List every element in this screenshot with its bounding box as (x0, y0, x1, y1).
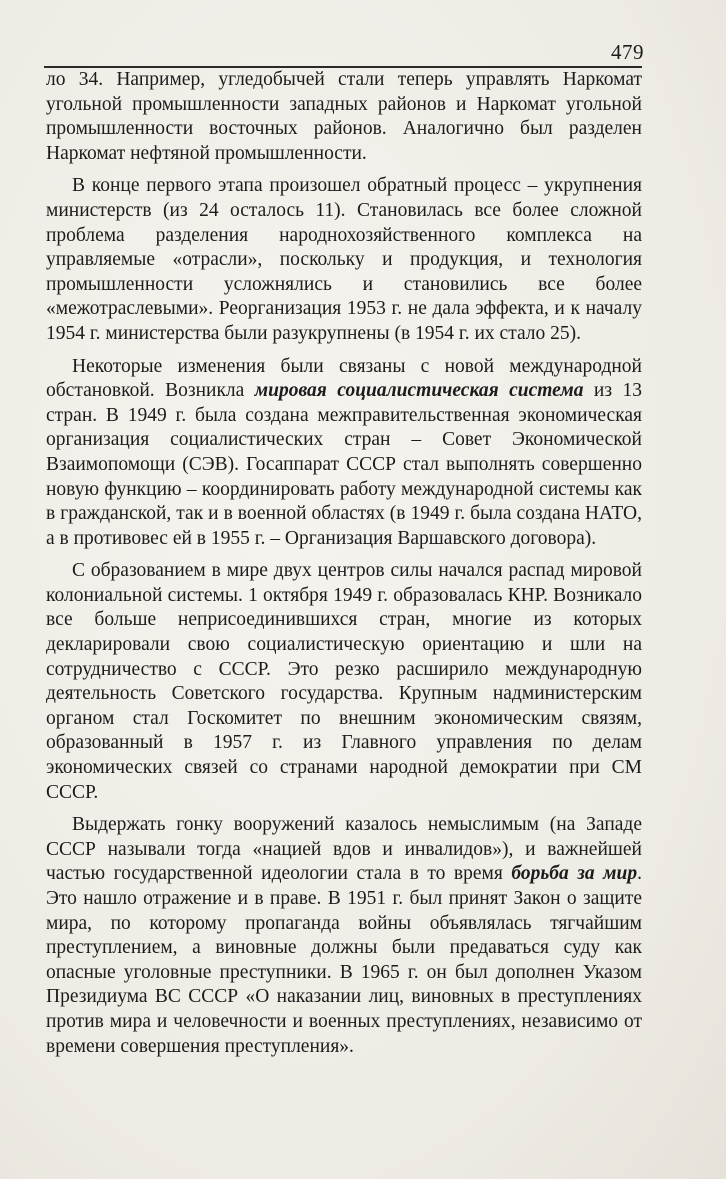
paragraph-text: . Это нашло отражение и в праве. В 1951 г. был принят Закон о защите мира, по которому пропаганда войны объявлялась тягчайшим преступлением, а виновные должны были предаваться суду как опасные уголовные преступники. В 1965 г. он был дополнен Указом Президиума ВС СССР «О наказании лиц, виновных в преступлениях против мира и человечности и военных преступлениях, независимо от времени совершения преступления». (46, 863, 642, 1057)
emphasized-term: борьба за мир (511, 863, 638, 885)
paragraph-text: из 13 стран. В 1949 г. была создана межправительственная экономическая организация социалистических стран – Совет Экономической Взаимопомощи (СЭВ). Госаппарат СССР стал выполнять совершенно новую функцию – координировать работу международной системы как в гражданской, так и в военной областях (в 1949 г. была создана НАТО, а в противовес ей в 1955 г. – Организация Варшавского договора). (46, 380, 642, 549)
paragraph-text: Выдержать гонку вооружений казалось немыслимым (на Западе СССР называли тогда «нацией вдов и инвалидов»), и важнейшей частью государственной идеологии стала в то время (46, 814, 642, 885)
paragraph (46, 559, 642, 805)
paragraph-text: С образованием в мире двух центров силы начался распад мировой колониальной системы. 1 октября 1949 г. образовалась КНР. Возникало все больше неприсоединившихся стран, многие из которых декларировали свою социалистическую ориентацию и шли на сотрудничество с СССР. Это резко расширило международную деятельность Советского государства. Крупным надминистерским органом стал Госкомитет по внешним экономическим связям, образованный в 1957 г. из Главного управления по делам экономических связей со странами народной демократии при СМ СССР. (46, 560, 642, 803)
paragraph-text: Некоторые изменения были связаны с новой международной обстановкой. Возникла (46, 355, 642, 402)
paragraph (46, 813, 642, 1059)
paragraph (46, 68, 642, 166)
body-text (46, 68, 642, 1067)
paragraph-text: ло 34. Например, угледобычей стали теперь управлять Наркомат угольной промышленности западных районов и Наркомат угольной промышленности восточных районов. Аналогично был разделен Наркомат нефтяной промышленности. (46, 69, 642, 164)
paragraph (46, 174, 642, 346)
paragraph-text: В конце первого этапа произошел обратный процесс – укрупнения министерств (из 24 осталось 11). Становилась все более сложной проблема разделения народнохозяйственного комплекса на управляемые «отрасли», поскольку и продукция, и технология промышленности усложнялись и становились все более «межотраслевыми». Реорганизация 1953 г. не дала эффекта, и к началу 1954 г. министерства были разукрупнены (в 1954 г. их стало 25). (46, 175, 642, 344)
page-number: 479 (611, 40, 644, 64)
paragraph (46, 355, 642, 552)
emphasized-term: мировая социалистическая система (254, 380, 584, 402)
